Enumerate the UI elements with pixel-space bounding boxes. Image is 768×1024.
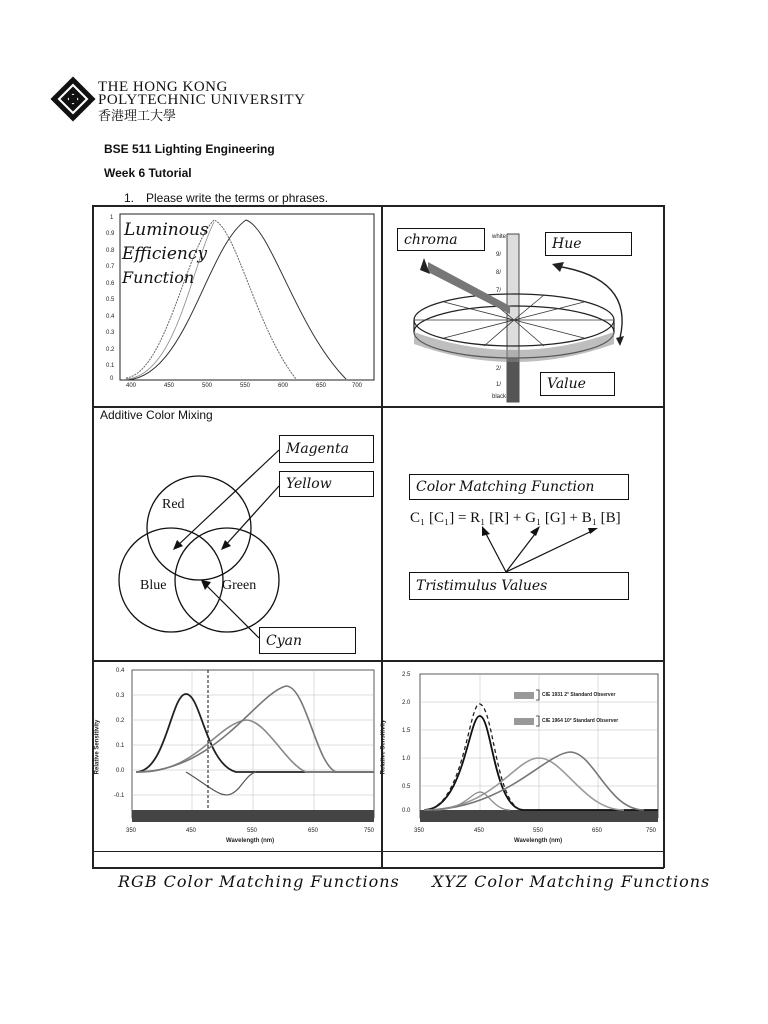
rgb-xlabel: Wavelength (nm) (226, 838, 275, 844)
cmf-equation: C₁ [C₁] = R₁ [R] + G₁ [G] + B₁ [B] (410, 510, 621, 526)
venn-blue-label: Blue (140, 578, 167, 593)
venn-green-label: Green (222, 578, 257, 593)
rgb-xtick: 450 (186, 828, 197, 834)
luminous-xtick: 650 (316, 383, 327, 389)
xyz-xtick: 550 (533, 828, 544, 834)
luminous-ytick: 0.2 (106, 347, 115, 353)
course-title: BSE 511 Lighting Engineering (104, 142, 275, 156)
xyz-ytick: 1.5 (402, 728, 411, 734)
handwritten-luminous: Luminous (124, 220, 209, 240)
rgb-ytick: -0.1 (114, 793, 125, 799)
xyz-ylabel: Relative Sensitivity (380, 719, 387, 775)
luminous-ytick: 0.1 (106, 363, 115, 369)
table-border-top (92, 205, 664, 207)
xyz-cmf-chart (380, 664, 661, 850)
rgb-xtick: 750 (364, 828, 375, 834)
rgb-ytick: 0.0 (116, 768, 125, 774)
munsell-scale: 7/ (496, 288, 502, 294)
question-text: Please write the terms or phrases. (146, 191, 329, 205)
university-name-line2: POLYTECHNIC UNIVERSITY (98, 92, 306, 108)
handwritten-efficiency: Efficiency (122, 244, 207, 264)
venn-red-label: Red (162, 497, 185, 512)
handwritten-rgb-caption: RGB Color Matching Functions (118, 872, 400, 891)
xyz-ytick: 2.0 (402, 700, 411, 706)
xyz-xtick: 750 (646, 828, 657, 834)
luminous-ytick: 0 (110, 376, 114, 382)
university-name-chinese: 香港理工大學 (98, 109, 177, 124)
luminous-ytick: 0.9 (106, 231, 115, 237)
rgb-cmf-chart (96, 664, 378, 850)
xyz-xlabel: Wavelength (nm) (514, 838, 563, 844)
luminous-efficiency-panel (96, 208, 378, 404)
luminous-ytick: 0.8 (106, 248, 115, 254)
munsell-scale: 2/ (496, 366, 502, 372)
additive-title: Additive Color Mixing (100, 408, 213, 422)
answer-box-chroma[interactable]: chroma (397, 228, 485, 251)
week-title: Week 6 Tutorial (104, 166, 192, 180)
xyz-ytick: 0.0 (402, 808, 411, 814)
luminous-xtick: 500 (202, 383, 213, 389)
luminous-ytick: 0.5 (106, 297, 115, 303)
rgb-ytick: 0.1 (116, 743, 125, 749)
rgb-ylabel: Relative Sensitivity (94, 719, 101, 775)
answer-box-tristimulus-values[interactable]: Tristimulus Values (409, 572, 629, 600)
xyz-ytick: 1.0 (402, 756, 411, 762)
luminous-xtick: 450 (164, 383, 175, 389)
xyz-legend-1931: CIE 1931 2° Standard Observer (542, 692, 616, 698)
munsell-scale: 8/ (496, 270, 502, 276)
answer-box-color-matching-function[interactable]: Color Matching Function (409, 474, 629, 500)
rgb-ytick: 0.4 (116, 668, 125, 674)
xyz-xtick: 650 (592, 828, 603, 834)
rgb-ytick: 0.2 (116, 718, 125, 724)
munsell-scale: 9/ (496, 252, 502, 258)
luminous-xtick: 550 (240, 383, 251, 389)
answer-box-value[interactable]: Value (540, 372, 615, 396)
answer-box-hue[interactable]: Hue (545, 232, 632, 256)
luminous-ytick: 0.4 (106, 314, 115, 320)
rgb-xtick: 550 (247, 828, 258, 834)
munsell-white-label: white (492, 234, 507, 240)
xyz-xtick: 450 (474, 828, 485, 834)
answer-box-cyan[interactable]: Cyan (259, 627, 356, 654)
luminous-xtick: 400 (126, 383, 137, 389)
munsell-scale: 1/ (496, 382, 502, 388)
table-border-right (663, 205, 665, 868)
luminous-xtick: 700 (352, 383, 363, 389)
xyz-xtick: 350 (414, 828, 425, 834)
handwritten-xyz-caption: XYZ Color Matching Functions (432, 872, 711, 891)
cmf-arrows (470, 524, 630, 576)
luminous-ytick: 1 (110, 215, 114, 221)
rgb-xtick: 650 (308, 828, 319, 834)
xyz-legend-1964: CIE 1964 10° Standard Observer (542, 718, 619, 724)
question-number: 1. (124, 191, 135, 205)
handwritten-function: Function (122, 268, 195, 287)
table-border-row3 (92, 851, 664, 852)
xyz-ytick: 2.5 (402, 672, 411, 678)
luminous-xtick: 600 (278, 383, 289, 389)
university-name-line1: THE HONG KONG (98, 79, 228, 95)
answer-box-magenta[interactable]: Magenta (279, 435, 374, 463)
munsell-black-label: black (492, 394, 507, 400)
rgb-ytick: 0.3 (116, 693, 125, 699)
answer-box-yellow[interactable]: Yellow (279, 471, 374, 497)
luminous-ytick: 0.7 (106, 264, 115, 270)
luminous-ytick: 0.3 (106, 330, 115, 336)
university-logo (50, 76, 96, 122)
table-border-bottom (92, 867, 664, 869)
rgb-xtick: 350 (126, 828, 137, 834)
xyz-ytick: 0.5 (402, 784, 411, 790)
luminous-ytick: 0.6 (106, 281, 115, 287)
table-border-row2 (92, 660, 664, 662)
